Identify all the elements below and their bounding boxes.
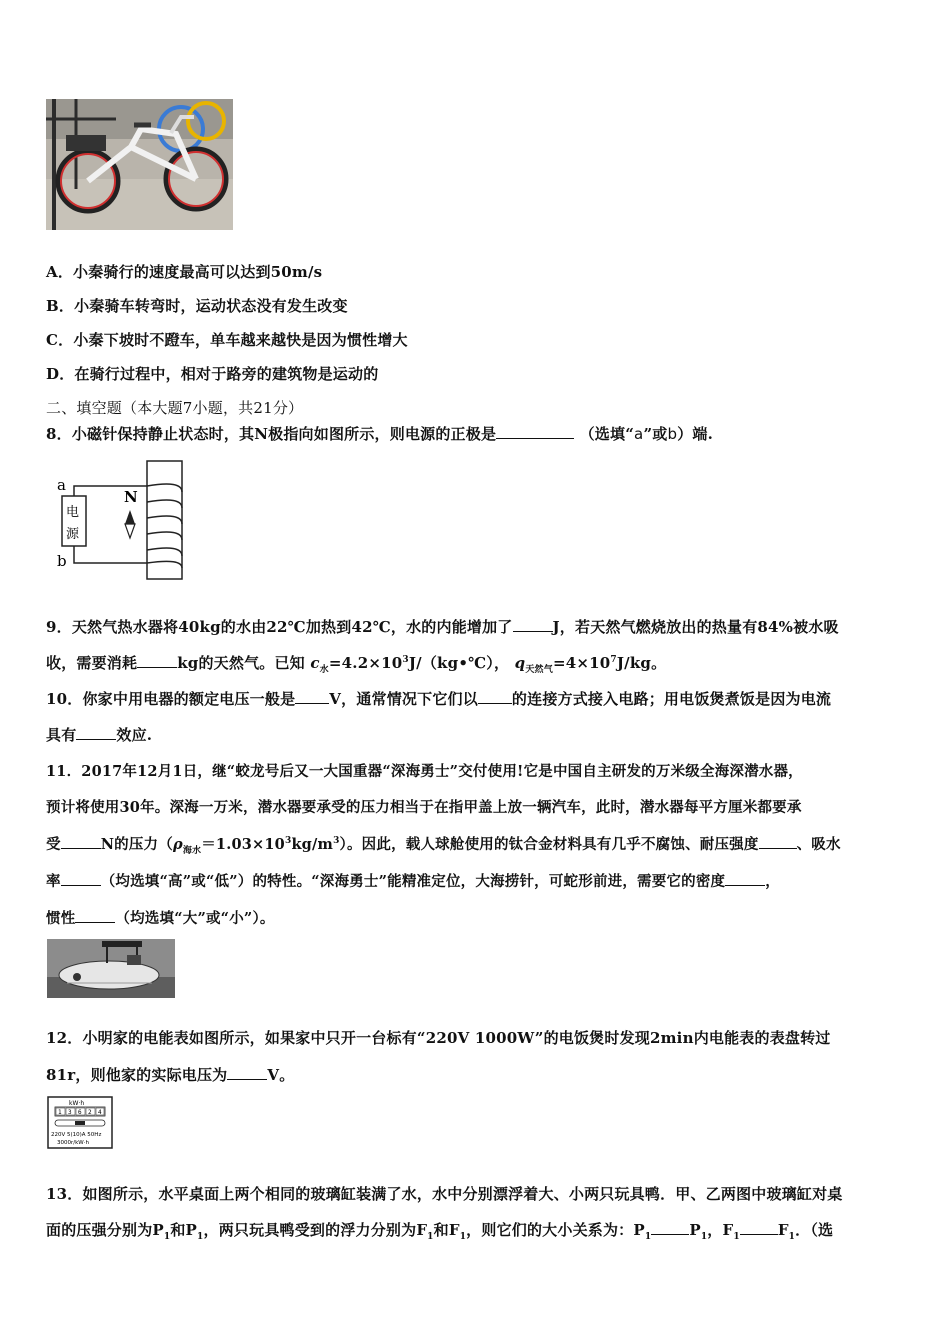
question-11-line-2: 预计将使用30年。深海一万米，潜水器要承受的压力相当于在指甲盖上放一辆汽车，此时，潜水器每平方厘米都要承 bbox=[46, 799, 802, 816]
q13-line2-c: ，两只玩具鸭受到的浮力分别为F bbox=[203, 1221, 428, 1239]
option-c: C．小秦下坡时不蹬车，单车越来越快是因为惯性增大 bbox=[46, 331, 408, 349]
q9-line2-a: 收，需要消耗 bbox=[46, 654, 138, 672]
q10-line2-b: 效应. bbox=[116, 726, 153, 744]
q11-rho-val: ＝1.03×10 bbox=[201, 836, 285, 853]
q11-line5-b: （均选填“大”或“小”）。 bbox=[115, 910, 275, 927]
q9-c-unit: J/（kg•℃）， bbox=[408, 654, 510, 672]
question-10-line-1 bbox=[46, 688, 831, 709]
meter-spec-1: 220V 5(10)A 50Hz bbox=[51, 1132, 102, 1138]
q10-blank-2 bbox=[478, 689, 512, 704]
q12-line2-b: V。 bbox=[267, 1066, 295, 1084]
question-11-line-4 bbox=[46, 870, 780, 891]
bike-photo bbox=[46, 99, 233, 230]
q13-sub-2: 1 bbox=[197, 1232, 204, 1242]
label-n: N bbox=[124, 488, 138, 506]
meter-digit-4: 2 bbox=[88, 1109, 92, 1116]
q8-blank bbox=[496, 424, 574, 439]
q13-sub-1: 1 bbox=[163, 1232, 171, 1242]
q9-q-sub: 天然气 bbox=[525, 665, 553, 675]
q13-sub-8: 1 bbox=[788, 1232, 796, 1242]
q11-rho-symbol: ρ bbox=[172, 836, 183, 853]
meter-digit-5: 4 bbox=[98, 1109, 102, 1116]
q13-line2-b: 和P bbox=[170, 1221, 198, 1239]
question-9-line-1 bbox=[46, 616, 839, 637]
question-13-line-2 bbox=[46, 1219, 833, 1242]
question-11-line-3 bbox=[46, 833, 841, 856]
q13-sub-3: 1 bbox=[427, 1232, 434, 1242]
option-b: B．小秦骑车转弯时，运动状态没有发生改变 bbox=[46, 297, 348, 315]
q12-blank bbox=[227, 1065, 267, 1080]
q8-text-d: ）端. bbox=[677, 425, 714, 443]
question-13-line-1: 13．如图所示，水平桌面上两个相同的玻璃缸装满了水，水中分别漂浮着大、小两只玩具鸭．甲、乙两图中玻璃缸对桌 bbox=[46, 1185, 843, 1203]
question-11-line-5 bbox=[46, 907, 275, 928]
q8-text-a: 8．小磁针保持静止状态时，其N极指向如图所示，则电源的正极是 bbox=[46, 425, 497, 443]
electricity-meter bbox=[47, 1096, 113, 1149]
submersible-photo bbox=[47, 939, 175, 998]
q9-c-val: =4.2×10 bbox=[328, 654, 403, 672]
option-a: A．小秦骑行的速度最高可以达到50m/s bbox=[46, 263, 323, 281]
q11-blank-3 bbox=[61, 871, 101, 886]
q9-line1-a: 9．天然气热水器将40kg的水由22℃加热到42℃，水的内能增加了 bbox=[46, 618, 513, 636]
q13-line2-d: 和F bbox=[433, 1221, 460, 1239]
source-label-2: 源 bbox=[66, 527, 80, 542]
q10-line1-b: V，通常情况下它们以 bbox=[329, 690, 478, 708]
q9-q-symbol: q bbox=[514, 654, 526, 672]
q11-rho-sub: 海水 bbox=[182, 845, 202, 856]
label-b: b bbox=[57, 552, 67, 570]
q11-line3-a: 受 bbox=[46, 836, 61, 853]
meter-digit-3: 6 bbox=[78, 1109, 82, 1116]
q12-line2-a: 81r，则他家的实际电压为 bbox=[46, 1066, 228, 1084]
q10-blank-3 bbox=[76, 725, 116, 740]
q9-c-symbol: c bbox=[310, 654, 320, 672]
question-10-line-2 bbox=[46, 724, 152, 745]
q13-line2-h: F bbox=[777, 1221, 789, 1239]
meter-unit: kW·h bbox=[69, 1100, 85, 1107]
question-11-line-1: 11．2017年12月1日，继“蛟龙号后又一大国重器“深海勇士”交付使用!它是中国自主研发的万米级全海深潜水器， bbox=[46, 763, 803, 780]
q11-rho-unit-exp: 3 bbox=[333, 836, 340, 847]
q11-blank-2 bbox=[759, 834, 797, 849]
q13-sub-7: 1 bbox=[733, 1232, 740, 1242]
q11-line3-c: ）。因此，载人球舱使用的钛合金材料具有几乎不腐蚀、耐压强度 bbox=[339, 836, 759, 853]
q9-line2-b: kg的天然气。已知 bbox=[177, 654, 305, 672]
q13-sub-5: 1 bbox=[644, 1232, 652, 1242]
option-d: D．在骑行过程中，相对于路旁的建筑物是运动的 bbox=[46, 365, 379, 383]
question-12-line-1: 12．小明家的电能表如图所示，如果家中只开一台标有“220V 1000W”的电饭煲时发现2min内电能表的表盘转过 bbox=[46, 1029, 831, 1047]
q11-line4-b: （均选填“高”或“低”）的特性。“深海勇士”能精准定位，大海捞针，可蛇形前进，需要它的密度 bbox=[100, 873, 726, 890]
q11-line4-c: ， bbox=[765, 873, 780, 890]
q10-line2-a: 具有 bbox=[46, 726, 77, 744]
q13-blank-2 bbox=[740, 1220, 778, 1235]
solenoid-diagram bbox=[52, 458, 192, 583]
q8-text-c: ”或 bbox=[643, 425, 668, 443]
label-a: a bbox=[57, 476, 66, 494]
section-title: 二、填空题（本大题7小题，共21分） bbox=[46, 399, 304, 417]
meter-spec-2: 3000r/kW·h bbox=[57, 1140, 89, 1146]
q13-line2-g: ，F bbox=[707, 1221, 734, 1239]
q8-opt-a: a bbox=[634, 425, 644, 443]
q11-rho-exp: 3 bbox=[284, 836, 292, 847]
q11-blank-1 bbox=[61, 834, 101, 849]
source-label-1: 电 bbox=[66, 505, 80, 520]
q11-blank-4 bbox=[725, 871, 765, 886]
q10-line1-c: 的连接方式接入电路；用电饭煲煮饭是因为电流 bbox=[511, 690, 832, 708]
q13-line2-f: P bbox=[689, 1221, 701, 1239]
q9-q-exp: 7 bbox=[610, 655, 617, 665]
q10-blank-1 bbox=[295, 689, 329, 704]
question-8 bbox=[46, 423, 713, 444]
q11-line3-d: 、吸水 bbox=[796, 836, 841, 853]
q11-rho-unit: kg/m bbox=[291, 836, 334, 853]
q8-text-b: （选填“ bbox=[579, 425, 635, 443]
q9-blank-1 bbox=[513, 617, 553, 632]
meter-digit-1: 1 bbox=[58, 1109, 62, 1116]
question-12-line-2 bbox=[46, 1064, 294, 1085]
q13-line2-e: ，则它们的大小关系为：P bbox=[466, 1221, 645, 1239]
q11-line3-b: N的压力（ bbox=[100, 836, 173, 853]
q13-blank-1 bbox=[651, 1220, 689, 1235]
q9-q-val: =4×10 bbox=[552, 654, 611, 672]
q9-q-unit: J/kg。 bbox=[616, 654, 667, 672]
q9-blank-2 bbox=[137, 653, 177, 668]
q11-blank-5 bbox=[75, 908, 115, 923]
q9-c-sub: 水 bbox=[319, 665, 329, 675]
q13-sub-4: 1 bbox=[459, 1232, 467, 1242]
q13-line2-a: 面的压强分别为P bbox=[46, 1221, 164, 1239]
question-9-line-2 bbox=[46, 652, 666, 675]
q13-sub-6: 1 bbox=[700, 1232, 708, 1242]
q11-line4-a: 率 bbox=[46, 873, 61, 890]
q11-line5-a: 惯性 bbox=[46, 910, 76, 927]
q9-line1-b: J，若天然气燃烧放出的热量有84%被水吸 bbox=[552, 618, 839, 636]
q13-line2-i: ．（选 bbox=[795, 1221, 834, 1239]
q9-c-exp: 3 bbox=[402, 655, 409, 665]
q10-line1-a: 10．你家中用电器的额定电压一般是 bbox=[46, 690, 296, 708]
q8-opt-b: b bbox=[667, 425, 678, 443]
meter-digit-2: 3 bbox=[68, 1109, 72, 1116]
